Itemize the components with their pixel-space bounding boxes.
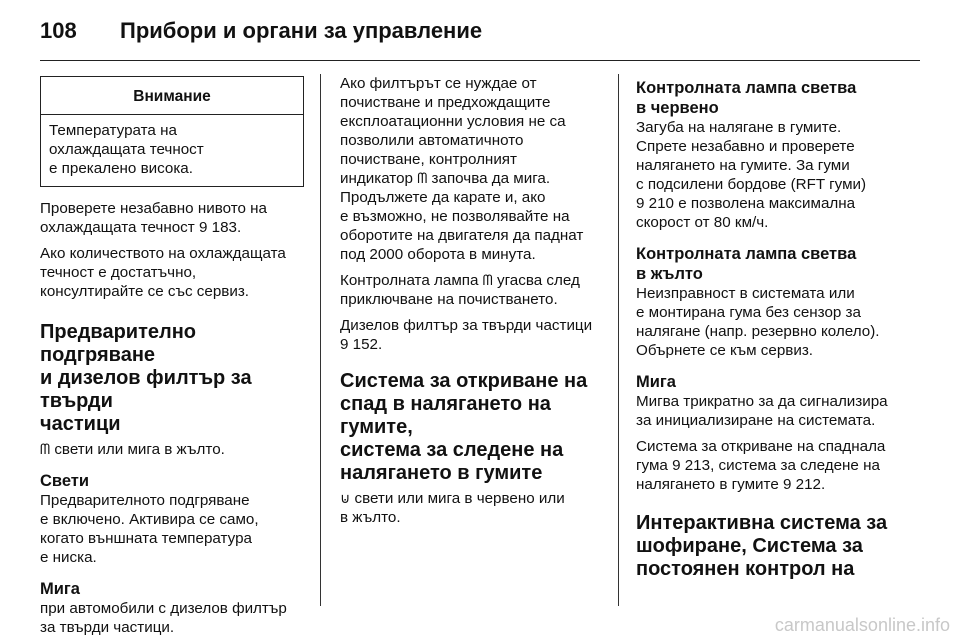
paragraph: Предварителното подгряване е включено. Активира се само, когато външната температура е ниска. [40, 492, 259, 566]
glow-plug-icon: ᗰ [482, 272, 493, 288]
section-heading-preheat: Предварително подгряване и дизелов филтър за твърди частици [40, 321, 252, 435]
glow-plug-icon: ᗰ [40, 441, 51, 457]
tire-pressure-icon: ⊍ [340, 490, 351, 506]
paragraph: Мигва трикратно за да сигнализира за инициализиране на системата. [636, 393, 888, 429]
warning-box [40, 76, 304, 187]
page-number: 108 [40, 18, 77, 43]
column-3 [636, 74, 906, 585]
subheading-blink: Мига [636, 373, 676, 391]
subheading-red: Контролната лампа светва в червено [636, 79, 857, 117]
section-heading-acc: Интерактивна система за шофиране, Система за постоянен контрол на [636, 512, 888, 580]
paragraph: Ако филтърът се нуждае от почистване и предхождащите експлоатационни условия не са позволили автоматичното почистване, контролният индикатор ᗰ започва да мига. Продължете да карате и, ако е възможно, не позволявайте на оборотите на двигателя да паднат под 2000 оборота в минута. [340, 75, 584, 263]
paragraph: Проверете незабавно нивото на охлаждащата течност 9 183. [40, 200, 267, 236]
paragraph: Система за откриване на спаднала гума 9 213, система за следене на налягането в гумите 9 212. [636, 438, 886, 493]
column-divider [618, 74, 619, 606]
page-title: Прибори и органи за управление [120, 18, 483, 43]
paragraph: Ако количеството на охлаждащата течност е достатъчно, консултирайте се със сервиз. [40, 245, 286, 300]
section-heading-tpms: Система за откриване на спад в налягането на гумите, система за следене на налягането в гумите [340, 370, 588, 484]
column-2 [340, 74, 604, 534]
paragraph: при автомобили с дизелов филтър за твърди частици. [40, 600, 287, 636]
paragraph: ᗰ свети или мига в жълто. [40, 441, 225, 458]
watermark: carmanualsonline.info [774, 615, 950, 635]
paragraph: Загуба на налягане в гумите. Спрете незабавно и проверете налягането на гумите. За гуми с подсилени бордове (RFT гуми) 9 210 е позволена максимална скорост от 80 км/ч. [636, 119, 867, 231]
page-reference[interactable]: 9 183. [198, 219, 242, 236]
subheading-lit: Свети [40, 472, 90, 490]
column-divider [320, 74, 321, 606]
paragraph: ⊍ свети или мига в червено или в жълто. [340, 490, 565, 526]
paragraph: Неизправност в системата или е монтирана гума без сензор за налягане (напр. резервно колело). Обърнете се към сервиз. [636, 285, 880, 359]
warning-title: Внимание [41, 77, 303, 115]
header-rule [40, 60, 920, 61]
subheading-blink: Мига [40, 580, 80, 598]
glow-plug-icon: ᗰ [417, 170, 428, 186]
warning-body: Температурата на охлаждащата течност е прекалено висока. [49, 122, 204, 177]
page-header [40, 18, 920, 46]
subheading-yellow: Контролната лампа светва в жълто [636, 245, 857, 283]
paragraph: Дизелов филтър за твърди частици 9 152. [340, 317, 593, 353]
paragraph: Контролната лампа ᗰ угасва след приключване на почистването. [340, 272, 580, 308]
column-1 [40, 74, 304, 644]
